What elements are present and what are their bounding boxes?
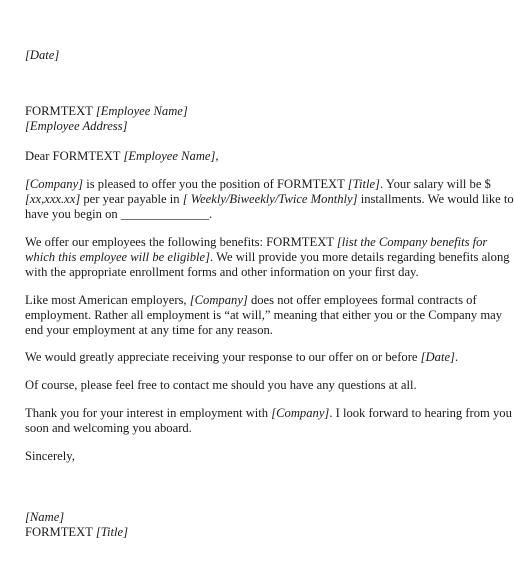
company-placeholder-2: [Company]	[189, 293, 248, 307]
salutation-formtext-field[interactable]: FORMTEXT	[52, 149, 121, 163]
at-will-line-2: employment. Rather all employment is “at will,” meaning that either you or the Company may	[25, 308, 503, 322]
signature-name: [Name]	[25, 510, 65, 524]
salutation-name: [Employee Name]	[123, 149, 216, 163]
salary-placeholder: [xx,xxx.xx]	[25, 192, 81, 206]
benefits-placeholder-b: which this employee will be eligible]	[25, 250, 211, 264]
salutation-comma: ,	[215, 149, 219, 163]
thanks-text-b: . I look forward to hearing from you	[329, 406, 512, 420]
offer-text-b: . Your salary will be $	[379, 177, 491, 191]
signature-title: [Title]	[95, 525, 129, 539]
offer-text-e: have you begin on	[25, 207, 121, 221]
benefits-placeholder-a: [list the Company benefits for	[336, 235, 488, 249]
offer-line-3	[25, 207, 212, 222]
recipient-formtext-field[interactable]: FORMTEXT	[25, 104, 93, 118]
recipient-address: [Employee Address]	[25, 119, 128, 133]
start-date-blank[interactable]: ______________	[120, 207, 209, 221]
letter-date: [Date]	[25, 48, 60, 62]
response-text: We would greatly appreciate receiving your response to our offer on or before	[25, 350, 421, 364]
offer-period: .	[209, 207, 213, 221]
company-placeholder: [Company]	[25, 177, 84, 191]
benefits-line-2	[25, 250, 510, 265]
thanks-text-a: Thank you for your interest in employment with	[25, 406, 272, 420]
offer-line-2	[25, 192, 514, 207]
benefits-text-a: We offer our employees the following benefits: FORMTEXT	[25, 235, 337, 249]
at-will-text-a: Like most American employers,	[25, 293, 190, 307]
thanks-line-2: soon and welcoming you aboard.	[25, 421, 192, 435]
response-date-placeholder: [Date]	[420, 350, 455, 364]
at-will-text-b: does not offer employees formal contracts of	[247, 293, 477, 307]
signature-formtext-field[interactable]: FORMTEXT	[25, 525, 93, 539]
paragraph-response	[25, 350, 458, 365]
thanks-line-1	[25, 406, 512, 421]
company-placeholder-3: [Company]	[271, 406, 330, 420]
benefits-line-3: with the appropriate enrollment forms and other information on your first day.	[25, 265, 419, 279]
offer-text-a: is pleased to offer you the position of FORMTEXT	[83, 177, 348, 191]
salutation	[25, 149, 219, 164]
at-will-line-3: end your employment at any time for any reason.	[25, 323, 273, 337]
at-will-line-1	[25, 293, 477, 308]
response-period: .	[454, 350, 459, 364]
offer-line-1	[25, 177, 491, 192]
offer-text-c: per year payable in	[80, 192, 183, 206]
recipient-name-line	[25, 104, 188, 119]
benefits-line-1	[25, 235, 487, 250]
signature-title-line	[25, 525, 128, 540]
pay-frequency-placeholder: [ Weekly/Biweekly/Twice Monthly]	[182, 192, 358, 206]
benefits-text-b: . We will provide you more details regarding benefits along	[210, 250, 510, 264]
paragraph-questions: Of course, please feel free to contact me should you have any questions at all.	[25, 378, 417, 392]
offer-text-d: installments. We would like to	[357, 192, 514, 206]
title-placeholder: [Title]	[347, 177, 380, 191]
salutation-dear: Dear	[25, 149, 50, 163]
closing: Sincerely,	[25, 449, 75, 463]
recipient-name: [Employee Name]	[95, 104, 188, 118]
